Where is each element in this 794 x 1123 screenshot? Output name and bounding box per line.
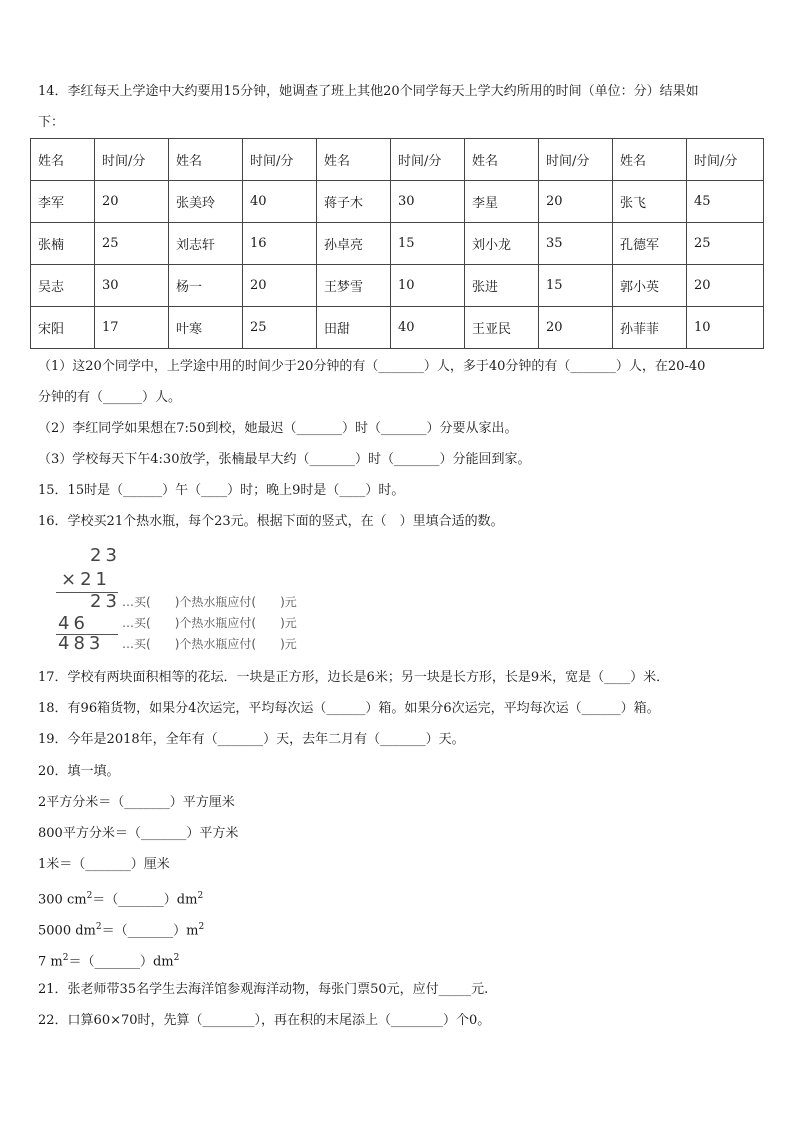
q18: 18．有96箱货物，如果分4次运完，平均每次运（______）箱。如果分6次运完，平均每次运（______）箱。 (38, 701, 660, 716)
note-end: )元 (280, 616, 297, 630)
table-cell: 蒋子木 (317, 181, 391, 223)
table-cell: 田甜 (317, 307, 391, 349)
q14-sub3: （3）学校每天下午4:30放学，张楠最早大约（_______）时（_______）分能回到家。 (38, 452, 531, 467)
q14-intro-line1: 14．李红每天上学途中大约要用15分钟，她调查了班上其他20个同学每天上学大约所用的时间（单位：分）结果如 (38, 84, 699, 99)
table-cell: 15 (391, 223, 465, 265)
table-cell: 20 (539, 307, 613, 349)
table-header-cell: 姓名 (613, 139, 687, 181)
superscript: 2 (197, 891, 204, 901)
table-cell: 李军 (31, 181, 95, 223)
q20-line5 (38, 917, 204, 941)
q20-line6 (38, 948, 179, 972)
table-header-cell: 时间/分 (391, 139, 465, 181)
note-blank (151, 616, 175, 630)
table-cell: 张进 (465, 265, 539, 307)
table-cell: 20 (95, 181, 169, 223)
q22: 22．口算60×70时，先算（________），再在积的末尾添上（________）个0。 (38, 1013, 491, 1028)
table-header-cell: 姓名 (317, 139, 391, 181)
q20-line4 (38, 886, 203, 910)
note-blank (256, 595, 280, 609)
unit-expr: 300 cm (38, 892, 87, 908)
q21: 21．张老师带35名学生去海洋馆参观海洋动物，每张门票50元，应付_____元. (38, 982, 489, 997)
q16-text: 16．学校买21个热水瓶，每个23元。根据下面的竖式，在（ ）里填合适的数。 (38, 514, 504, 529)
multiplicand: 23 (90, 545, 121, 566)
table-header-cell: 时间/分 (95, 139, 169, 181)
superscript: 2 (198, 922, 205, 932)
superscript: 2 (62, 953, 69, 963)
table-cell: 20 (687, 265, 764, 307)
table-row (31, 307, 764, 349)
table-cell: 35 (539, 223, 613, 265)
superscript: 2 (95, 922, 102, 932)
table-cell: 25 (243, 307, 317, 349)
table-cell: 郭小英 (613, 265, 687, 307)
superscript: 2 (173, 953, 180, 963)
q14-sub1-line1: （1）这20个同学中，上学途中用的时间少于20分钟的有（_______）人，多于40分钟的有（_______）人，在20-40 (38, 359, 706, 374)
table-header-cell: 姓名 (169, 139, 243, 181)
note-end: )元 (280, 595, 297, 609)
table-cell: 20 (539, 181, 613, 223)
table-row (31, 181, 764, 223)
table-cell: 40 (243, 181, 317, 223)
table-cell: 15 (539, 265, 613, 307)
table-cell: 孔德军 (613, 223, 687, 265)
table-cell: 刘志轩 (169, 223, 243, 265)
table-cell: 王亚民 (465, 307, 539, 349)
partial-product-2: 46 (58, 613, 89, 634)
note-prefix: …买( (122, 595, 151, 609)
q14-intro-line2: 下： (38, 115, 65, 130)
q14-sub2: （2）李红同学如果想在7:50到校，她最迟（_______）时（_______）分要从家出。 (38, 421, 518, 436)
unit-expr: ＝（_______）dm (92, 892, 198, 908)
note-blank (256, 637, 280, 651)
table-header-cell: 姓名 (465, 139, 539, 181)
note-prefix: …买( (122, 616, 151, 630)
note-end: )元 (280, 637, 297, 651)
table-cell: 30 (391, 181, 465, 223)
note-blank (151, 595, 175, 609)
commute-time-table (30, 138, 764, 349)
table-cell: 10 (391, 265, 465, 307)
final-product: 483 (58, 633, 105, 654)
table-cell: 40 (391, 307, 465, 349)
table-cell: 李星 (465, 181, 539, 223)
note-mid: )个热水瓶应付( (174, 616, 257, 630)
table-cell: 杨一 (169, 265, 243, 307)
table-cell: 30 (95, 265, 169, 307)
note-blank (256, 616, 280, 630)
table-cell: 20 (243, 265, 317, 307)
unit-expr: ＝（_______）dm (68, 954, 174, 970)
table-header-row (31, 139, 764, 181)
partial-product-1: 23 (90, 591, 121, 612)
table-header-cell: 时间/分 (687, 139, 764, 181)
table-header-cell: 姓名 (31, 139, 95, 181)
q20-line2: 800平方分米＝（_______）平方米 (38, 826, 239, 841)
q20-line3: 1米＝（_______）厘米 (38, 857, 170, 872)
annotation-3 (122, 635, 297, 653)
note-blank (151, 637, 175, 651)
unit-expr: ＝（_______）m (101, 923, 199, 939)
table-row (31, 223, 764, 265)
note-mid: )个热水瓶应付( (174, 637, 257, 651)
multiplier: ×21 (61, 569, 111, 590)
table-row (31, 265, 764, 307)
table-cell: 10 (687, 307, 764, 349)
q17: 17．学校有两块面积相等的花坛．一块是正方形，边长是6米；另一块是长方形，长是9米，宽是（____）米． (38, 670, 670, 685)
q20-title: 20．填一填。 (38, 764, 120, 779)
q15: 15．15时是（______）午（____）时；晚上9时是（____）时。 (38, 483, 405, 498)
table-cell: 孙菲菲 (613, 307, 687, 349)
annotation-1 (122, 593, 297, 611)
note-mid: )个热水瓶应付( (174, 595, 257, 609)
table-cell: 宋阳 (31, 307, 95, 349)
table-cell: 叶寒 (169, 307, 243, 349)
table-cell: 张飞 (613, 181, 687, 223)
unit-expr: 5000 dm (38, 923, 96, 939)
table-cell: 吴志 (31, 265, 95, 307)
superscript: 2 (86, 891, 93, 901)
table-cell: 17 (95, 307, 169, 349)
table-cell: 16 (243, 223, 317, 265)
q20-line1: 2平方分米＝（_______）平方厘米 (38, 795, 235, 810)
unit-expr: 7 m (38, 954, 63, 970)
table-header-cell: 时间/分 (243, 139, 317, 181)
vertical-multiplication (56, 544, 366, 654)
note-prefix: …买( (122, 637, 151, 651)
table-header-cell: 时间/分 (539, 139, 613, 181)
table-cell: 张美玲 (169, 181, 243, 223)
q19: 19．今年是2018年，全年有（_______）天，去年二月有（_______）天。 (38, 732, 465, 747)
table-cell: 25 (95, 223, 169, 265)
table-cell: 45 (687, 181, 764, 223)
table-cell: 张楠 (31, 223, 95, 265)
table-cell: 25 (687, 223, 764, 265)
q14-sub1-line2: 分钟的有（______）人。 (38, 390, 182, 405)
table-cell: 王梦雪 (317, 265, 391, 307)
table-cell: 刘小龙 (465, 223, 539, 265)
table-cell: 孙卓亮 (317, 223, 391, 265)
annotation-2 (122, 614, 297, 632)
